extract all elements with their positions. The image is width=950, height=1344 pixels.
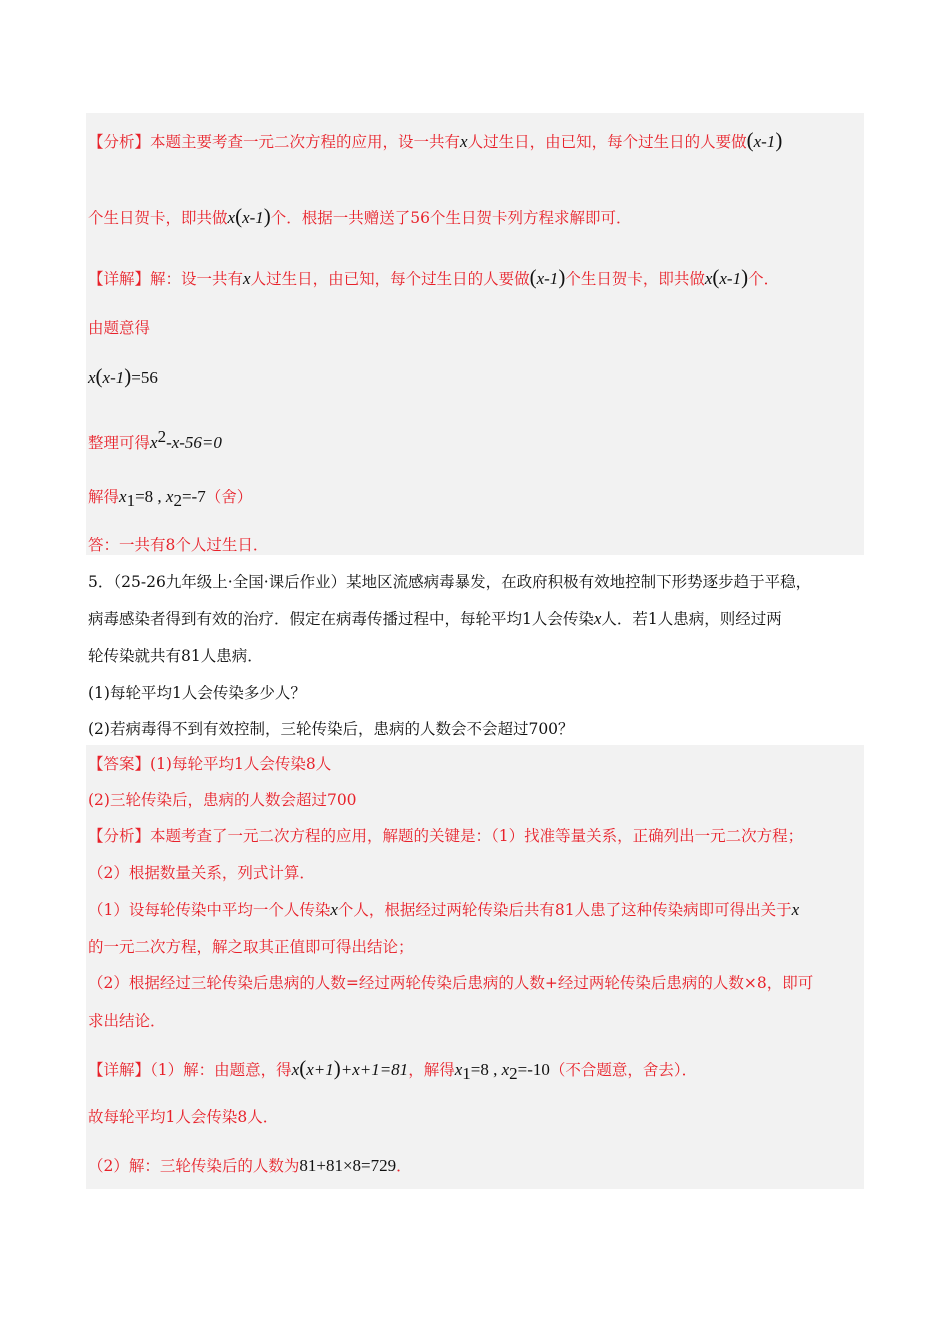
p5-analysis-5: （2）根据经过三轮传染后患病的人数=经过两轮传染后患病的人数+经过两轮传染后患病的人数×8，即可	[88, 974, 814, 992]
problem-source: （25-26九年级上·全国·课后作业）	[113, 573, 347, 591]
p5-question-2: (2)若病毒得不到有效控制，三轮传染后，患病的人数会不会超过700？	[88, 720, 574, 738]
p5-question-1: (1)每轮平均1人会传染多少人？	[88, 684, 306, 702]
p4-detail-line-1: 【详解】解：设一共有x人过生日，由已知，每个过生日的人要做(x-1)个生日贺卡，即共做x(x-1)个．	[88, 265, 780, 289]
analysis-tag: 【分析】	[88, 827, 151, 845]
p5-stem-line-3: 轮传染就共有81人患病．	[88, 647, 263, 665]
p4-solve: 解得$x_1=8$ , $x_2=-7$（舍）	[88, 487, 253, 511]
answer-tag: 【答案】	[88, 755, 151, 773]
detail-tag: 【详解】	[88, 270, 151, 288]
p5-analysis-6: 求出结论．	[88, 1012, 166, 1030]
p4-answer: 答：一共有8个人过生日．	[88, 536, 269, 554]
p5-answer-2: (2)三轮传染后，患病的人数会超过700	[88, 791, 357, 809]
p5-detail-2: 故每轮平均1人会传染8人．	[88, 1108, 279, 1126]
p4-analysis-line-2: 个生日贺卡，即共做x(x-1)个．根据一共赠送了56个生日贺卡列方程求解即可．	[88, 204, 632, 228]
p5-analysis-2: （2）根据数量关系，列式计算．	[88, 864, 315, 882]
p5-stem-line-2: 病毒感染者得到有效的治疗．假定在病毒传播过程中，每轮平均1人会传染x人．若1人患病，则经过两	[88, 609, 782, 628]
p5-answer-1: 【答案】(1)每轮平均1人会传染8人	[88, 755, 332, 773]
p4-by-problem: 由题意得	[88, 319, 151, 337]
p5-analysis-4: 的一元二次方程，解之取其正值即可得出结论；	[88, 938, 414, 956]
p5-detail-1: 【详解】（1）解：由题意，得x(x+1)+x+1=81，解得$x_1=8$ , $x_2=-10$（不合题意，舍去）．	[88, 1056, 698, 1084]
analysis-tag: 【分析】	[88, 133, 151, 151]
detail-tag: 【详解】	[88, 1061, 151, 1079]
p4-analysis-line-1: 【分析】本题主要考查一元二次方程的应用，设一共有x人过生日，由已知，每个过生日的人要做(x-1)	[88, 128, 783, 152]
p5-analysis-3: （1）设每轮传染中平均一个人传染x个人，根据经过两轮传染后共有81人患了这种传染病即可得出关于x	[88, 900, 800, 919]
p4-simplify: 整理可得$x^2-x-56=0$	[88, 427, 222, 453]
problem-number: 5．	[88, 573, 114, 591]
p4-equation: x(x-1)=56	[88, 364, 158, 388]
p5-analysis-1: 【分析】本题考查了一元二次方程的应用，解题的关键是：（1）找准等量关系，正确列出一元二次方程；	[88, 827, 804, 845]
p5-detail-3: （2）解：三轮传染后的人数为81+81×8=729．	[88, 1156, 412, 1175]
p5-stem-line-1: 5．（25-26九年级上·全国·课后作业）某地区流感病毒暴发，在政府积极有效地控制下形势逐步趋于平稳，	[88, 573, 812, 591]
